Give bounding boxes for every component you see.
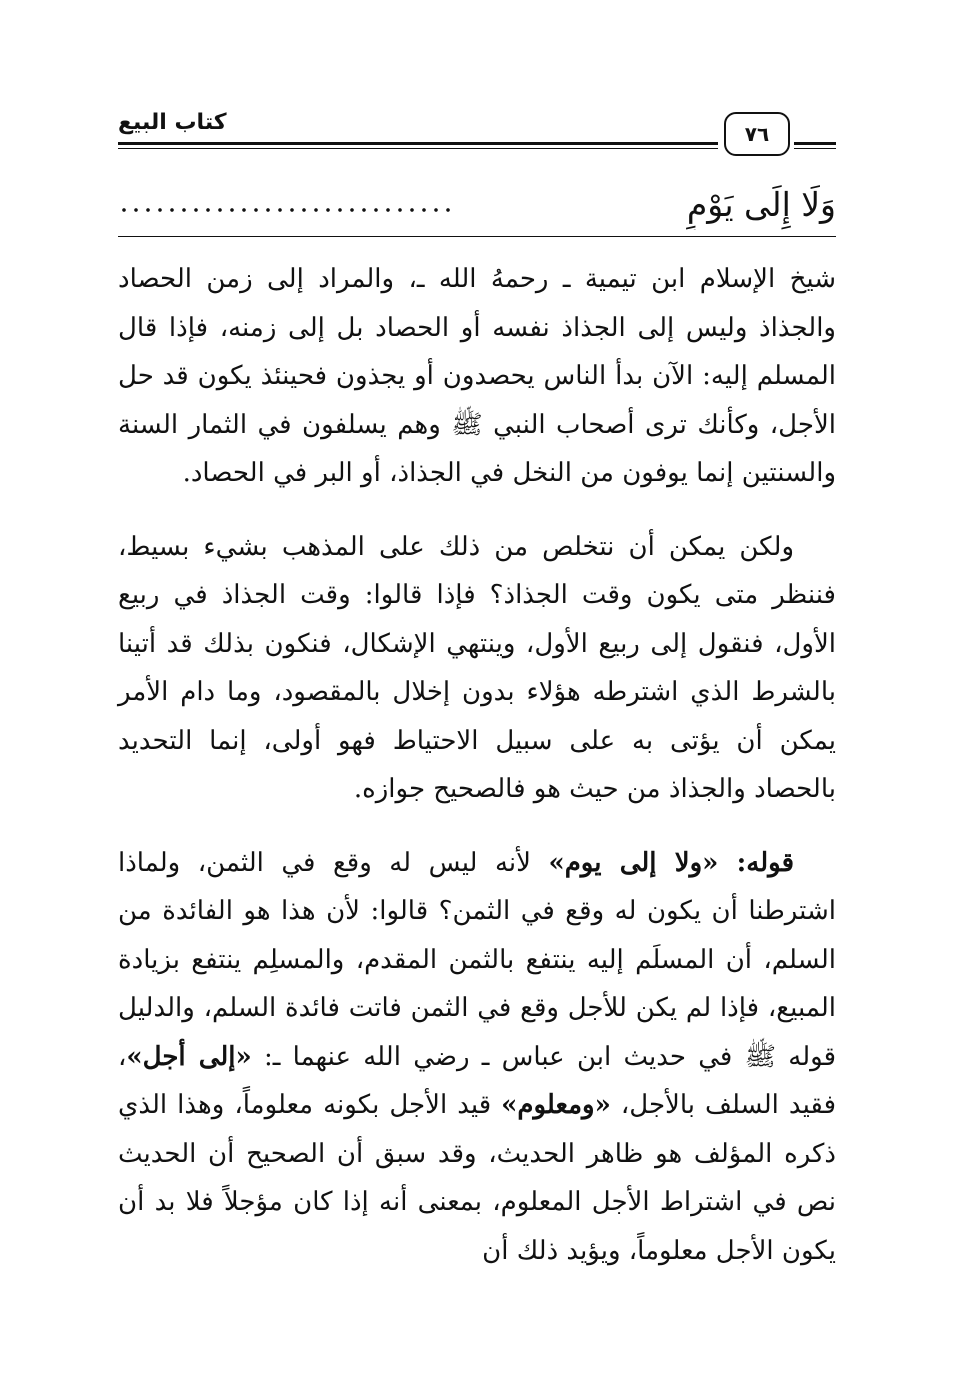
page-number: ٧٦ <box>724 112 790 156</box>
header-rule-thick <box>118 142 718 145</box>
matn-separator-rule <box>118 236 836 237</box>
header-rule-right-thick <box>794 142 836 145</box>
paragraph-1 <box>118 255 836 498</box>
matn-dotted-leader <box>118 206 458 214</box>
header-rule-right-thin <box>794 148 836 149</box>
paragraph-text: قيد الأجل بكونه معلوماً، وهذا الذي ذكره المؤلف هو ظاهر الحديث، وقد سبق أن الصحيح أن الحديث نص في اشتراط الأجل المعلوم، بمعنى أنه إذا كان مؤجلاً فلا بد أن يكون الأجل معلوماً، ويؤيد ذلك أن <box>118 1090 836 1266</box>
paragraph-text: ولكن يمكن أن نتخلص من ذلك على المذهب بشيء بسيط، فننظر متى يكون وقت الجذاذ؟ فإذا قالوا: وقت الجذاذ في ربيع الأول، فنقول إلى ربيع الأول، وينتهي الإشكال، فنكون بذلك قد أتينا بالشرط الذي اشترطه هؤلاء بدون إخلال بالمقصود، وما دام الأمر يمكن أن يؤتى به على سبيل الاحتياط فهو أولى، إنما التحديد بالحصاد والجذاذ من حيث هو فالصحيح جوازه. <box>118 531 836 804</box>
hadith-quote: «ومعلوم» <box>501 1090 611 1120</box>
paragraph-text: لأنه ليس له وقع في الثمن، ولماذا اشترطنا أن يكون له وقع في الثمن؟ قالوا: لأن هذا هو الفائدة من السلم، أن المسلَم إليه ينتفع بالثمن المقدم، والمسلِم ينتفع بزيادة المبيع، فإذا لم يكن للأجل وقع في الثمن فاتت فائدة السلم، والدليل قوله ﷺ في حديث ابن عباس ـ رضي الله عنهما ـ: <box>118 847 836 1072</box>
matn-quote-lead: قوله: «ولا إلى يوم» <box>548 847 794 878</box>
paragraph-text: ، فقيد السلف بالأجل، <box>118 1041 836 1120</box>
paragraph-2 <box>118 523 836 814</box>
page-header <box>118 108 836 158</box>
hadith-quote: «إلى أجل» <box>126 1041 252 1072</box>
matn-text: وَلَا إِلَى يَوْمٍ <box>686 185 836 224</box>
matn-line <box>118 180 836 230</box>
paragraph-text: شيخ الإسلام ابن تيمية ـ رحمهُ الله ـ، والمراد إلى زمن الحصاد والجذاذ وليس إلى الجذاذ نفسه أو الحصاد بل إلى زمنه، فإذا قال المسلم إليه: الآن بدأ الناس يحصدون أو يجذون فحينئذ يكون قد حل الأجل، وكأنك ترى أصحاب النبي ﷺ وهم يسلفون في الثمار السنة والسنتين إنما يوفون من النخل في الجذاذ، أو البر في الحصاد. <box>118 264 836 488</box>
commentary-body <box>118 255 836 1300</box>
paragraph-3 <box>118 839 836 1276</box>
book-title: كتاب البيع <box>118 110 227 135</box>
header-rule-thin <box>118 148 718 149</box>
